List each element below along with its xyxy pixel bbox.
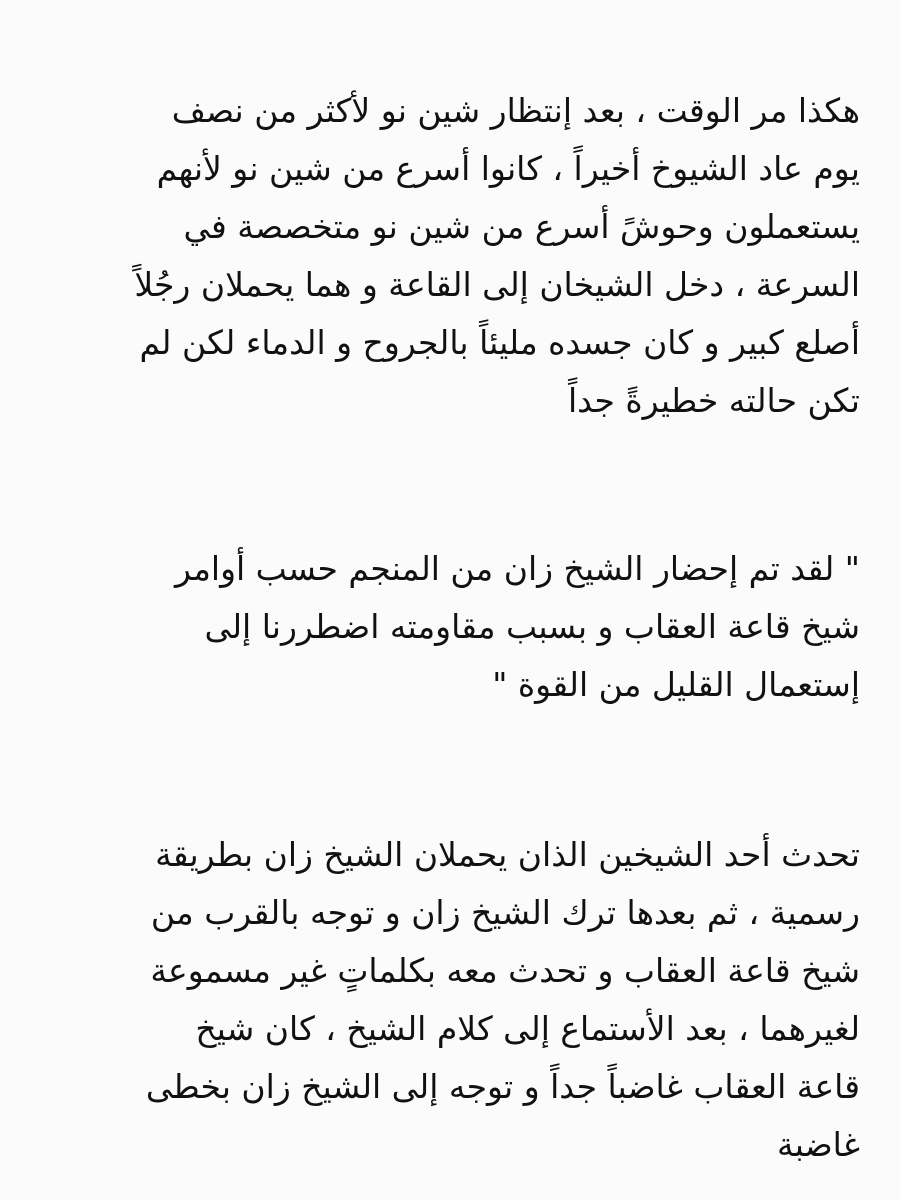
text-line: " لقد تم إحضار الشيخ زان من المنجم حسب أوامر: [175, 549, 860, 588]
text-line: غاضبة: [777, 1125, 860, 1164]
text-line: إستعمال القليل من القوة ": [492, 665, 860, 704]
text-line: السرعة ، دخل الشيخان إلى القاعة و هما يحملان رجُلاً: [134, 265, 860, 304]
paragraph-2-quote: [55, 540, 860, 714]
text-line: تحدث أحد الشيخين الذان يحملان الشيخ زان بطريقة: [155, 835, 860, 874]
paragraph-3: [55, 826, 860, 1174]
text-line: شيخ قاعة العقاب و بسبب مقاومته اضطررنا إلى: [204, 607, 860, 646]
text-line: هكذا مر الوقت ، بعد إنتظار شين نو لأكثر من نصف: [171, 91, 860, 130]
text-line: تكن حالته خطيرةً جداً: [568, 381, 860, 420]
paragraph-1: [55, 82, 860, 430]
text-line: يوم عاد الشيوخ أخيراً ، كانوا أسرع من شين نو لأنهم: [156, 149, 860, 188]
text-line: يستعملون وحوشً أسرع من شين نو متخصصة في: [183, 207, 860, 246]
text-line: رسمية ، ثم بعدها ترك الشيخ زان و توجه بالقرب من: [150, 893, 860, 932]
text-line: لغيرهما ، بعد الأستماع إلى كلام الشيخ ، كان شيخ: [195, 1009, 860, 1048]
text-line: قاعة العقاب غاضباً جداً و توجه إلى الشيخ زان بخطى: [145, 1067, 860, 1106]
text-line: أصلع كبير و كان جسده مليئاً بالجروح و الدماء لكن لم: [139, 323, 860, 362]
text-line: شيخ قاعة العقاب و تحدث معه بكلماتٍ غير مسموعة: [150, 951, 860, 990]
